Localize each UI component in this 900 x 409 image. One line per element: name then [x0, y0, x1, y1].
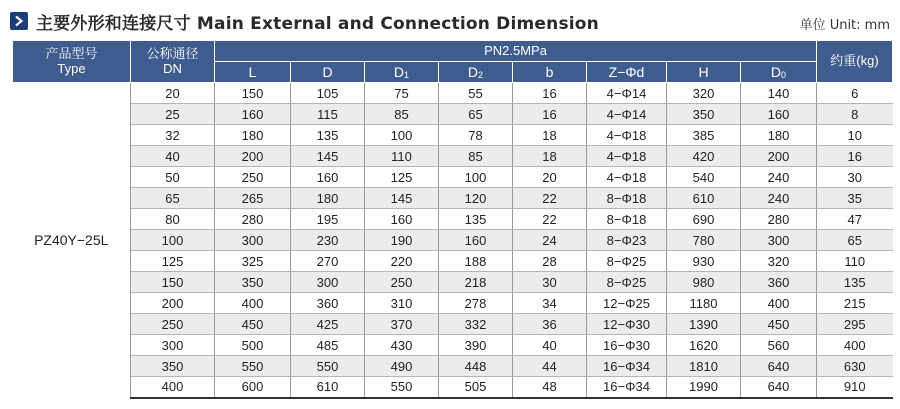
table-cell: 1390 — [667, 314, 741, 335]
table-cell: 600 — [215, 377, 291, 398]
table-row — [13, 83, 893, 104]
table-cell: 200 — [741, 146, 817, 167]
table-cell: 350 — [215, 272, 291, 293]
table-cell: 350 — [667, 104, 741, 125]
table-cell: 180 — [291, 188, 365, 209]
table-cell: 16−Φ34 — [587, 356, 667, 377]
table-cell: 16 — [817, 146, 893, 167]
table-cell: 485 — [291, 335, 365, 356]
table-cell: 34 — [513, 293, 587, 314]
table-cell: 4−Φ14 — [587, 83, 667, 104]
table-cell: 540 — [667, 167, 741, 188]
table-cell: 690 — [667, 209, 741, 230]
table-cell: 550 — [365, 377, 439, 398]
table-cell: 550 — [215, 356, 291, 377]
table-cell: 150 — [215, 83, 291, 104]
table-cell: 780 — [667, 230, 741, 251]
table-cell: 16−Φ30 — [587, 335, 667, 356]
table-row — [13, 377, 893, 398]
table-body — [13, 83, 893, 398]
table-cell: 16−Φ34 — [587, 377, 667, 398]
table-cell: 1990 — [667, 377, 741, 398]
table-cell: 300 — [291, 272, 365, 293]
table-cell: 195 — [291, 209, 365, 230]
table-row — [13, 356, 893, 377]
column-header — [587, 62, 667, 83]
table-cell: 12−Φ25 — [587, 293, 667, 314]
table-cell: 550 — [291, 356, 365, 377]
table-cell: 18 — [513, 125, 587, 146]
table-cell: 44 — [513, 356, 587, 377]
table-cell: 400 — [215, 293, 291, 314]
table-cell: 6 — [817, 83, 893, 104]
table-cell: 75 — [365, 83, 439, 104]
table-cell: 640 — [741, 356, 817, 377]
table-cell: 80 — [131, 209, 215, 230]
table-row — [13, 314, 893, 335]
table-cell: 4−Φ18 — [587, 125, 667, 146]
table-cell: 8−Φ18 — [587, 209, 667, 230]
table-cell: 150 — [131, 272, 215, 293]
table-cell: 385 — [667, 125, 741, 146]
table-cell: 350 — [131, 356, 215, 377]
table-row — [13, 293, 893, 314]
chevron-right-icon — [10, 12, 28, 30]
table-cell: 78 — [439, 125, 513, 146]
table-cell: 320 — [667, 83, 741, 104]
table-cell: 100 — [365, 125, 439, 146]
table-cell: 450 — [741, 314, 817, 335]
header-dn-cn: 公称通径 — [146, 45, 199, 61]
table-cell: 140 — [741, 83, 817, 104]
column-header — [439, 62, 513, 83]
table-cell: 240 — [741, 167, 817, 188]
table-cell: 85 — [365, 104, 439, 125]
table-cell: 910 — [817, 377, 893, 398]
table-cell: 135 — [291, 125, 365, 146]
column-header-label: D — [770, 63, 782, 80]
header-weight: 约重(kg) — [817, 41, 893, 83]
table-row — [13, 125, 893, 146]
table-cell: 218 — [439, 272, 513, 293]
table-cell: 160 — [741, 104, 817, 125]
table-cell: 16 — [513, 83, 587, 104]
table-cell: 4−Φ18 — [587, 167, 667, 188]
table-cell: 22 — [513, 188, 587, 209]
column-header — [215, 62, 291, 83]
table-cell: 1620 — [667, 335, 741, 356]
table-cell: 505 — [439, 377, 513, 398]
table-cell: 265 — [215, 188, 291, 209]
column-header-subscript: 2 — [478, 69, 484, 80]
type-cell: PZ40Y−25L — [13, 83, 131, 398]
table-row — [13, 335, 893, 356]
table-cell: 20 — [513, 167, 587, 188]
table-cell: 8−Φ18 — [587, 188, 667, 209]
header-dn — [131, 41, 215, 83]
column-header — [741, 62, 817, 83]
header-type — [13, 41, 131, 83]
table-cell: 425 — [291, 314, 365, 335]
table-cell: 278 — [439, 293, 513, 314]
table-cell: 35 — [817, 188, 893, 209]
table-cell: 640 — [741, 377, 817, 398]
table-cell: 980 — [667, 272, 741, 293]
table-row — [13, 146, 893, 167]
column-header — [667, 62, 741, 83]
table-cell: 610 — [291, 377, 365, 398]
table-cell: 25 — [131, 104, 215, 125]
table-cell: 220 — [365, 251, 439, 272]
table-cell: 250 — [365, 272, 439, 293]
table-cell: 12−Φ30 — [587, 314, 667, 335]
table-cell: 610 — [667, 188, 741, 209]
table-cell: 20 — [131, 83, 215, 104]
table-cell: 450 — [215, 314, 291, 335]
table-cell: 10 — [817, 125, 893, 146]
table-cell: 40 — [513, 335, 587, 356]
column-header-subscript: 0 — [781, 69, 787, 80]
table-cell: 390 — [439, 335, 513, 356]
header-dn-en: DN — [163, 60, 182, 76]
table-cell: 8−Φ25 — [587, 272, 667, 293]
table-cell: 8−Φ25 — [587, 251, 667, 272]
table-row — [13, 230, 893, 251]
table-cell: 295 — [817, 314, 893, 335]
table-cell: 448 — [439, 356, 513, 377]
column-header-label: Z−Φd — [608, 63, 645, 80]
table-cell: 22 — [513, 209, 587, 230]
table-cell: 30 — [817, 167, 893, 188]
table-cell: 47 — [817, 209, 893, 230]
table-cell: 1810 — [667, 356, 741, 377]
table-cell: 1180 — [667, 293, 741, 314]
table-cell: 560 — [741, 335, 817, 356]
table-cell: 145 — [365, 188, 439, 209]
table-cell: 55 — [439, 83, 513, 104]
table-cell: 310 — [365, 293, 439, 314]
table-cell: 100 — [439, 167, 513, 188]
table-cell: 125 — [365, 167, 439, 188]
header-pressure-group: PN2.5MPa — [215, 41, 817, 62]
table-cell: 4−Φ14 — [587, 104, 667, 125]
table-cell: 160 — [215, 104, 291, 125]
table-cell: 325 — [215, 251, 291, 272]
table-cell: 250 — [131, 314, 215, 335]
column-header-label: D — [393, 63, 405, 80]
table-cell: 280 — [215, 209, 291, 230]
table-cell: 110 — [817, 251, 893, 272]
table-cell: 48 — [513, 377, 587, 398]
table-cell: 18 — [513, 146, 587, 167]
table-cell: 40 — [131, 146, 215, 167]
table-cell: 24 — [513, 230, 587, 251]
table-row — [13, 272, 893, 293]
header-type-en: Type — [57, 60, 86, 76]
table-cell: 360 — [291, 293, 365, 314]
table-cell: 300 — [741, 230, 817, 251]
table-cell: 145 — [291, 146, 365, 167]
table-cell: 190 — [365, 230, 439, 251]
table-cell: 300 — [131, 335, 215, 356]
table-cell: 30 — [513, 272, 587, 293]
table-cell: 180 — [215, 125, 291, 146]
table-row — [13, 209, 893, 230]
table-cell: 215 — [817, 293, 893, 314]
table-cell: 500 — [215, 335, 291, 356]
table-cell: 110 — [365, 146, 439, 167]
table-cell: 120 — [439, 188, 513, 209]
table-cell: 50 — [131, 167, 215, 188]
table-cell: 32 — [131, 125, 215, 146]
table-cell: 65 — [817, 230, 893, 251]
column-header-label: L — [248, 63, 257, 80]
table-row — [13, 251, 893, 272]
title-bar — [10, 8, 890, 34]
table-cell: 8 — [817, 104, 893, 125]
table-cell: 430 — [365, 335, 439, 356]
column-header-label: H — [698, 63, 709, 80]
table-cell: 630 — [817, 356, 893, 377]
table-row — [13, 167, 893, 188]
table-cell: 280 — [741, 209, 817, 230]
table-row — [13, 104, 893, 125]
table-cell: 200 — [131, 293, 215, 314]
table-cell: 65 — [131, 188, 215, 209]
table-cell: 65 — [439, 104, 513, 125]
table-cell: 332 — [439, 314, 513, 335]
table-cell: 135 — [817, 272, 893, 293]
column-header-subscript: 1 — [404, 69, 410, 80]
header-type-cn: 产品型号 — [45, 45, 98, 61]
table-cell: 100 — [131, 230, 215, 251]
table-cell: 135 — [439, 209, 513, 230]
table-cell: 36 — [513, 314, 587, 335]
table-cell: 115 — [291, 104, 365, 125]
column-header-label: b — [545, 63, 554, 80]
table-cell: 180 — [741, 125, 817, 146]
table-cell: 8−Φ23 — [587, 230, 667, 251]
table-row — [13, 188, 893, 209]
column-header — [513, 62, 587, 83]
table-cell: 16 — [513, 104, 587, 125]
table-cell: 400 — [131, 377, 215, 398]
table-cell: 160 — [439, 230, 513, 251]
table-cell: 250 — [215, 167, 291, 188]
table-cell: 320 — [741, 251, 817, 272]
table-cell: 270 — [291, 251, 365, 272]
table-cell: 230 — [291, 230, 365, 251]
table-cell: 200 — [215, 146, 291, 167]
table-cell: 240 — [741, 188, 817, 209]
table-cell: 930 — [667, 251, 741, 272]
dimension-table — [12, 40, 893, 399]
table-cell: 400 — [817, 335, 893, 356]
table-cell: 125 — [131, 251, 215, 272]
column-header — [365, 62, 439, 83]
unit-note: 单位 Unit: mm — [799, 18, 890, 33]
table-cell: 4−Φ18 — [587, 146, 667, 167]
column-header — [291, 62, 365, 83]
column-header-label: D — [467, 63, 479, 80]
page-title: 主要外形和连接尺寸 Main External and Connection Dimension — [36, 13, 599, 34]
table-cell: 490 — [365, 356, 439, 377]
table-cell: 370 — [365, 314, 439, 335]
table-cell: 420 — [667, 146, 741, 167]
table-cell: 188 — [439, 251, 513, 272]
column-header-label: D — [322, 63, 333, 80]
table-cell: 160 — [291, 167, 365, 188]
table-cell: 400 — [741, 293, 817, 314]
table-cell: 300 — [215, 230, 291, 251]
table-cell: 85 — [439, 146, 513, 167]
table-cell: 28 — [513, 251, 587, 272]
table-cell: 360 — [741, 272, 817, 293]
table-cell: 105 — [291, 83, 365, 104]
table-cell: 160 — [365, 209, 439, 230]
